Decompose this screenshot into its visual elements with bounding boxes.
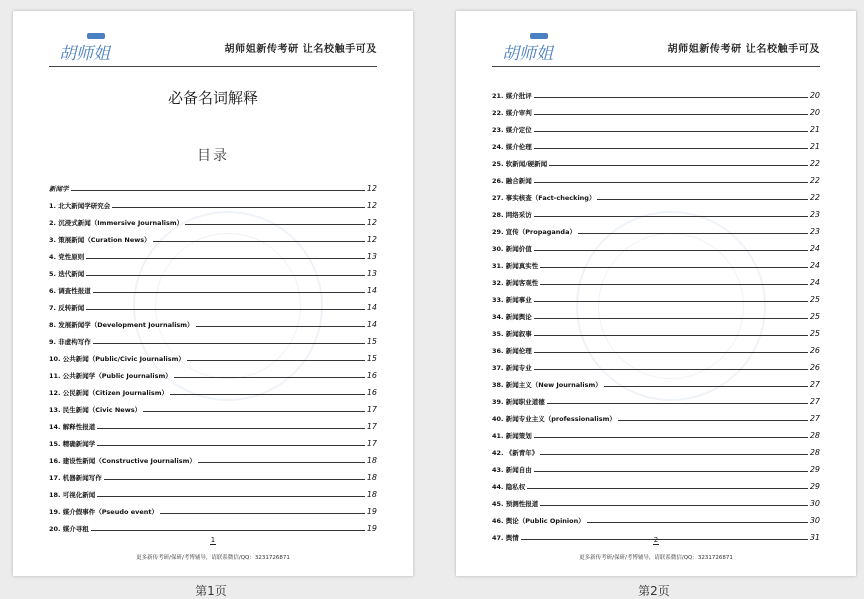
toc-entry-title: 46. 舆论（Public Opinion） [492, 517, 585, 525]
toc-entry[interactable] [49, 261, 377, 278]
toc-leader-line [187, 360, 365, 361]
toc-entry-title: 40. 新闻专业主义（professionalism） [492, 415, 616, 423]
toc-leader-line [587, 522, 808, 523]
toc-entry-page: 28 [809, 448, 820, 457]
toc-leader-line [86, 275, 365, 276]
toc-entry-page: 19 [366, 524, 377, 533]
toc-entry-page: 29 [809, 482, 820, 491]
toc-entry-page: 20 [809, 91, 820, 100]
toc-leader-line [86, 309, 365, 310]
toc-entry-title: 13. 民生新闻（Civic News） [49, 406, 142, 414]
toc-entry-page: 24 [809, 278, 820, 287]
toc-entry[interactable] [492, 202, 820, 219]
toc-entry[interactable] [49, 397, 377, 414]
toc-leader-line [534, 97, 808, 98]
toc-entry[interactable] [49, 193, 377, 210]
toc-entry-title: 20. 媒介寻租 [49, 525, 89, 533]
toc-entry-title: 14. 解释性报道 [49, 423, 96, 431]
header-slogan: 胡师姐新传考研 让名校触手可及 [667, 44, 820, 55]
toc-entry-page: 24 [809, 244, 820, 253]
toc-entry-title: 22. 媒介审判 [492, 109, 532, 117]
toc-entry-title: 41. 新闻策划 [492, 432, 532, 440]
toc-entry-page: 12 [366, 184, 377, 193]
table-of-contents [492, 83, 820, 542]
toc-entry-page: 26 [809, 363, 820, 372]
page-footer: 更多新传考研/保研/考博辅导，请联系微信/QQ：3231726871 [579, 555, 733, 561]
toc-entry-title: 30. 新闻价值 [492, 245, 532, 253]
toc-entry-title: 19. 媒介假事件（Pseudo event） [49, 508, 159, 516]
toc-entry-title: 10. 公共新闻（Public/Civic Journalism） [49, 355, 185, 363]
toc-entry-title: 45. 预测性报道 [492, 500, 539, 508]
toc-entry[interactable] [49, 329, 377, 346]
toc-leader-line [534, 437, 808, 438]
logo-icon [500, 31, 554, 65]
toc-leader-line [93, 343, 365, 344]
toc-leader-line [534, 131, 808, 132]
toc-entry[interactable] [49, 346, 377, 363]
toc-entry-title: 3. 策展新闻（Curation News） [49, 236, 151, 244]
toc-entry[interactable] [492, 100, 820, 117]
toc-entry-page: 22 [809, 176, 820, 185]
toc-entry-page: 31 [809, 533, 820, 542]
toc-entry-title: 39. 新闻职业道德 [492, 398, 545, 406]
toc-leader-line [540, 454, 808, 455]
toc-entry-page: 25 [809, 329, 820, 338]
toc-entry[interactable] [49, 499, 377, 516]
toc-entry-page: 30 [809, 499, 820, 508]
document-page-1[interactable] [13, 11, 413, 576]
toc-entry[interactable] [49, 465, 377, 482]
toc-entry[interactable] [492, 151, 820, 168]
toc-entry-title: 2. 沉浸式新闻（Immersive Journalism） [49, 219, 184, 227]
toc-entry[interactable] [492, 270, 820, 287]
toc-entry-page: 12 [366, 218, 377, 227]
toc-leader-line [534, 216, 808, 217]
toc-entry-title: 34. 新闻舆论 [492, 313, 532, 321]
toc-leader-line [97, 496, 365, 497]
toc-entry[interactable] [492, 83, 820, 100]
toc-entry-page: 16 [366, 388, 377, 397]
toc-entry-title: 36. 新闻伦理 [492, 347, 532, 355]
toc-entry[interactable] [49, 210, 377, 227]
toc-leader-line [174, 377, 365, 378]
toc-leader-line [112, 207, 365, 208]
toc-leader-line [540, 284, 808, 285]
toc-leader-line [534, 148, 808, 149]
toc-entry[interactable] [492, 338, 820, 355]
toc-leader-line [604, 386, 808, 387]
toc-entry-page: 16 [366, 371, 377, 380]
toc-entry-page: 13 [366, 252, 377, 261]
toc-leader-line [196, 326, 365, 327]
page-footer: 更多新传考研/保研/考博辅导，请联系微信/QQ：3231726871 [136, 555, 290, 561]
toc-leader-line [534, 301, 808, 302]
toc-entry-title: 21. 媒介批评 [492, 92, 532, 100]
toc-entry[interactable] [49, 380, 377, 397]
toc-entry[interactable] [492, 372, 820, 389]
toc-leader-line [153, 241, 365, 242]
toc-entry[interactable] [492, 168, 820, 185]
toc-entry-title: 47. 舆情 [492, 534, 519, 542]
toc-entry-title: 18. 可视化新闻 [49, 491, 96, 499]
toc-entry-title: 16. 建设性新闻（Constructive Journalism） [49, 457, 196, 465]
toc-entry-title: 35. 新闻叙事 [492, 330, 532, 338]
toc-entry[interactable] [49, 244, 377, 261]
toc-entry-page: 18 [366, 473, 377, 482]
toc-entry[interactable] [492, 457, 820, 474]
logo-icon [57, 31, 111, 65]
toc-entry-page: 22 [809, 159, 820, 168]
toc-entry-title: 11. 公共新闻学（Public Journalism） [49, 372, 172, 380]
toc-entry[interactable] [492, 423, 820, 440]
toc-entry-title: 7. 反转新闻 [49, 304, 85, 312]
toc-entry[interactable] [492, 117, 820, 134]
toc-leader-line [547, 403, 808, 404]
toc-entry-page: 28 [809, 431, 820, 440]
toc-entry-title: 28. 网络采访 [492, 211, 532, 219]
toc-leader-line [534, 335, 808, 336]
toc-entry-title: 6. 调查性报道 [49, 287, 91, 295]
toc-entry-page: 18 [366, 490, 377, 499]
toc-entry-page: 22 [809, 193, 820, 202]
page-number: 2 [653, 536, 659, 544]
toc-entry-page: 27 [809, 414, 820, 423]
toc-entry-title: 38. 新闻主义（New Journalism） [492, 381, 602, 389]
toc-leader-line [534, 250, 808, 251]
toc-entry-page: 24 [809, 261, 820, 270]
header-slogan: 胡师姐新传考研 让名校触手可及 [224, 44, 377, 55]
page-caption-2[interactable]: 第2页 [638, 584, 670, 598]
toc-leader-line [91, 530, 365, 531]
toc-entry-page: 13 [366, 269, 377, 278]
toc-leader-line [71, 190, 365, 191]
toc-entry[interactable] [492, 185, 820, 202]
toc-entry-page: 17 [366, 405, 377, 414]
toc-entry-page: 14 [366, 286, 377, 295]
toc-leader-line [185, 224, 365, 225]
toc-leader-line [104, 479, 365, 480]
toc-leader-line [549, 165, 808, 166]
svg-text:胡师姐: 胡师姐 [59, 44, 110, 64]
toc-entry[interactable] [49, 312, 377, 329]
toc-entry-title: 25. 软新闻/硬新闻 [492, 160, 548, 168]
toc-entry-title: 33. 新闻事业 [492, 296, 532, 304]
toc-leader-line [93, 292, 365, 293]
toc-leader-line [97, 428, 365, 429]
toc-leader-line [540, 267, 808, 268]
toc-entry[interactable] [49, 516, 377, 533]
toc-leader-line [578, 233, 808, 234]
toc-leader-line [160, 513, 365, 514]
toc-entry-title: 17. 机器新闻写作 [49, 474, 102, 482]
document-title: 必备名词解释 [167, 89, 258, 107]
toc-leader-line [170, 394, 365, 395]
toc-entry-title: 31. 新闻真实性 [492, 262, 539, 270]
toc-leader-line [534, 471, 808, 472]
toc-entry[interactable] [49, 431, 377, 448]
toc-leader-line [540, 505, 808, 506]
toc-leader-line [143, 411, 365, 412]
toc-entry[interactable] [49, 414, 377, 431]
toc-entry[interactable] [492, 355, 820, 372]
toc-entry-title: 26. 融合新闻 [492, 177, 532, 185]
toc-leader-line [97, 445, 365, 446]
toc-entry-page: 15 [366, 354, 377, 363]
toc-entry-title: 4. 党性原则 [49, 253, 85, 261]
toc-entry-page: 23 [809, 227, 820, 236]
toc-leader-line [534, 369, 808, 370]
header-divider [492, 66, 820, 67]
toc-entry[interactable] [49, 227, 377, 244]
toc-entry[interactable] [492, 219, 820, 236]
toc-entry-title: 43. 新闻自由 [492, 466, 532, 474]
toc-entry[interactable] [492, 253, 820, 270]
toc-entry-page: 25 [809, 312, 820, 321]
toc-leader-line [527, 488, 808, 489]
toc-leader-line [86, 258, 365, 259]
toc-leader-line [198, 462, 365, 463]
toc-entry-title: 9. 非虚构写作 [49, 338, 91, 346]
toc-entry-title: 32. 新闻客观性 [492, 279, 539, 287]
toc-entry-title: 1. 北大新闻学研究会 [49, 202, 111, 210]
toc-entry-title: 42. 《新青年》 [492, 449, 539, 457]
page-caption-1[interactable]: 第1页 [195, 584, 227, 598]
toc-entry[interactable] [49, 176, 377, 193]
toc-entry[interactable] [492, 406, 820, 423]
toc-leader-line [534, 114, 808, 115]
toc-entry-page: 26 [809, 346, 820, 355]
toc-entry-title: 37. 新闻专业 [492, 364, 532, 372]
toc-entry-page: 19 [366, 507, 377, 516]
toc-entry-page: 12 [366, 235, 377, 244]
toc-heading: 目录 [197, 148, 229, 164]
table-of-contents [49, 176, 377, 533]
toc-entry-title: 12. 公民新闻（Citizen Journalism） [49, 389, 169, 397]
toc-entry-page: 14 [366, 320, 377, 329]
toc-entry-page: 17 [366, 422, 377, 431]
toc-entry-page: 25 [809, 295, 820, 304]
toc-entry-page: 18 [366, 456, 377, 465]
toc-entry-page: 21 [809, 142, 820, 151]
toc-leader-line [534, 182, 808, 183]
toc-entry[interactable] [492, 287, 820, 304]
toc-entry-title: 44. 隐私权 [492, 483, 526, 491]
toc-entry[interactable] [49, 363, 377, 380]
toc-entry-page: 12 [366, 201, 377, 210]
toc-entry-page: 23 [809, 210, 820, 219]
toc-entry[interactable] [49, 278, 377, 295]
toc-entry[interactable] [492, 236, 820, 253]
toc-entry-page: 27 [809, 397, 820, 406]
toc-leader-line [618, 420, 808, 421]
toc-entry-title: 新闻学 [49, 185, 69, 193]
toc-entry-title: 24. 媒介伦理 [492, 143, 532, 151]
toc-entry-title: 27. 事实核查（Fact-checking） [492, 194, 596, 202]
toc-entry-page: 17 [366, 439, 377, 448]
toc-entry-title: 8. 发展新闻学（Development Journalism） [49, 321, 194, 329]
toc-entry-page: 27 [809, 380, 820, 389]
toc-entry-title: 5. 迭代新闻 [49, 270, 85, 278]
toc-entry-title: 15. 精确新闻学 [49, 440, 96, 448]
toc-entry-title: 29. 宣传（Propaganda） [492, 228, 576, 236]
toc-entry[interactable] [49, 295, 377, 312]
document-page-2[interactable] [456, 11, 856, 576]
toc-entry[interactable] [492, 508, 820, 525]
toc-entry[interactable] [49, 482, 377, 499]
toc-entry[interactable] [492, 321, 820, 338]
toc-entry-page: 20 [809, 108, 820, 117]
svg-text:胡师姐: 胡师姐 [502, 44, 553, 64]
toc-leader-line [534, 352, 808, 353]
toc-entry[interactable] [49, 448, 377, 465]
toc-entry[interactable] [492, 440, 820, 457]
toc-leader-line [597, 199, 807, 200]
toc-entry[interactable] [492, 304, 820, 321]
header-divider [49, 66, 377, 67]
toc-entry-page: 21 [809, 125, 820, 134]
toc-entry-page: 15 [366, 337, 377, 346]
toc-entry-page: 14 [366, 303, 377, 312]
toc-entry[interactable] [492, 474, 820, 491]
toc-leader-line [534, 318, 808, 319]
toc-entry-page: 30 [809, 516, 820, 525]
page-number: 1 [210, 536, 216, 544]
toc-entry-title: 23. 媒介定位 [492, 126, 532, 134]
toc-entry[interactable] [492, 134, 820, 151]
toc-entry[interactable] [492, 389, 820, 406]
toc-entry-page: 29 [809, 465, 820, 474]
toc-entry[interactable] [492, 491, 820, 508]
